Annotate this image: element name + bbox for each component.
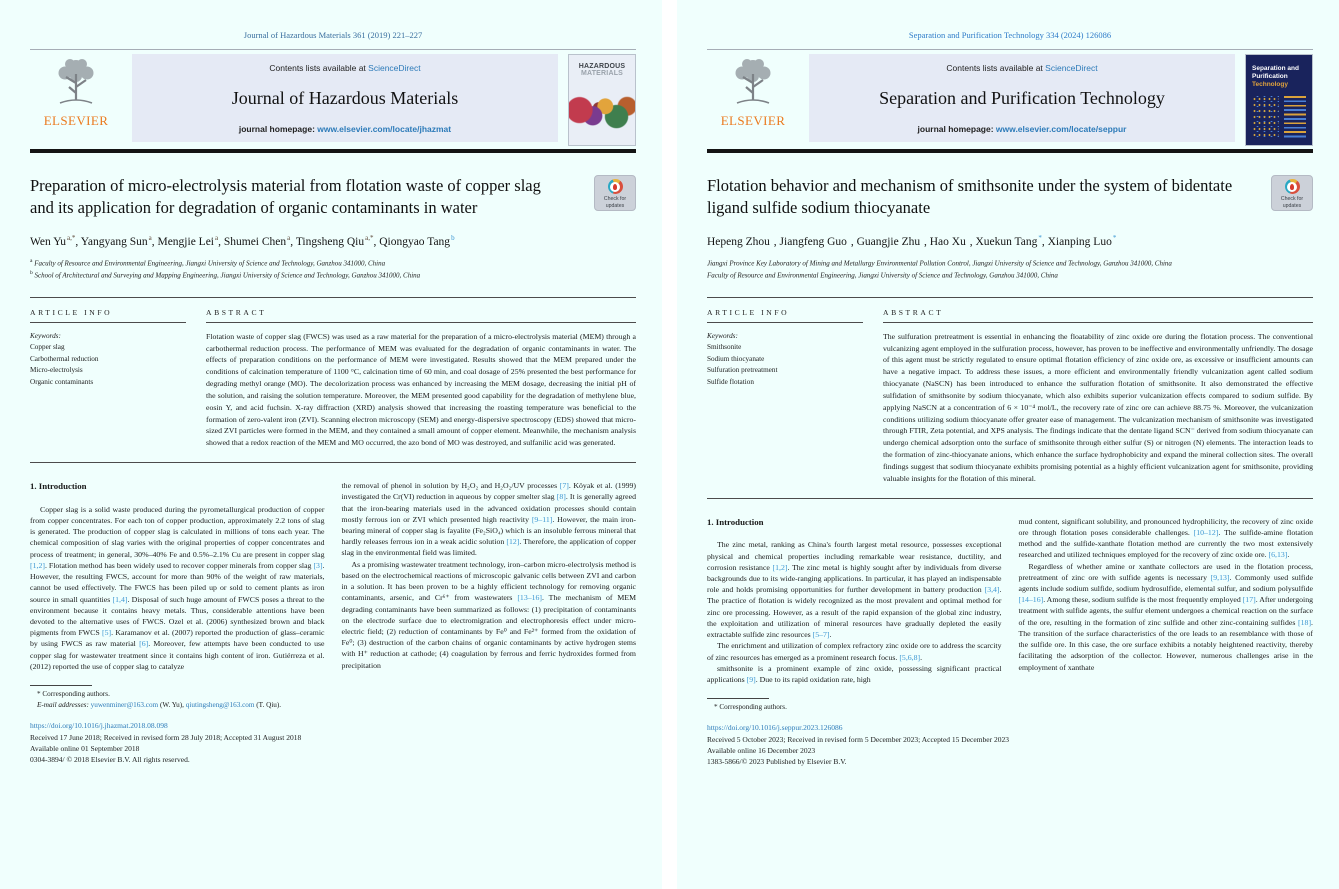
intro-paragraph: Copper slag is a solid waste produced during the pyrometallurgical production of copper from copper concentrates. For each ton of copper production, approximately 2.2 tons of slag is generated. The production of copper slag is calculated in millions of tons each year. The chemical composition of slag varies with the original properties of copper concentrates and process of treatment; in general, 30%–40% Fe and 0.5%–2.1% Cu are present in copper slag [1,2]. Flotation method has been widely used to recover copper minerals from copper slag [3]. However, the resulting FWCS, account for more than 90% of the weight of raw materials, cannot be used effectively. The FWCS has been piled up or sold to cement plants as iron source in small quantities [1,4]. Disposal of such huge amount of FWCS poses a threat to the environment because it contains heavy metals. Thus, considerable attentions have been devoted to the alternative uses of FWCS. Ozel et al. (2006) synthesized brown and black pigments from FWCS [5]. Karamanov et al. (2007) reported the production of glass–ceramic by using FWCS as raw material [6]. Moreover, few attempts have been conducted to use copper slag for wastewater treatment since it contains high content of iron. Gutiérreza et al. (2012) reported the use of copper slag to catalyze: [30, 504, 325, 671]
publication-block: [707, 722, 1313, 767]
homepage-line: [138, 124, 552, 134]
keyword: Sulfide flotation: [707, 377, 754, 386]
author-affiliation-mark: a,*: [365, 233, 374, 242]
abstract-text: Flotation waste of copper slag (FWCS) was used as a raw material for the preparation of a micro-electrolysis material (MEM) through a carbothermal reduction process. The performance of MEM was evaluated for the degradation of organic contaminants in water. The effects of preparation conditions on the performance of MEM were investigated. Results showed that the MEM prepared under the conditions of calcination temperature of 1100 °C, calcination time of 60 min, and coal dosage of 25% presented the best performance for degrading methyl orange (MO). The decolorization process was enhanced by increasing the MEM dosage, decreasing the initial pH of the solution, and raising the solution temperature. Moreover, the MEM presented good capability for the degradation of methylene blue, eosin Y, and acid fuchsin. X-ray diffraction (XRD) analysis showed that increasing the roasting temperature was beneficial to the formation of zero-valent iron (ZVI). Scanning electron microscopy (SEM) and energy-dispersive spectroscopy (EDS) showed that micro-sized ZVI particles were formed in the MEM, and they contained a small amount of copper element. Meanwhile, the mechanism analysis showed that a redox reaction of the MEM and MO occurred, the azo bond of MO was destroyed, and sulfanilic acid was generated.: [206, 331, 636, 448]
affiliation: Faculty of Resource and Environmental Engineering, Jiangxi University of Science and Technology, Ganzhou 341000, China: [707, 271, 1058, 280]
cover-title-line: MATERIALS: [580, 70, 624, 77]
cover-world-map-art: [569, 93, 635, 131]
email-note: (W. Yu),: [158, 701, 186, 710]
homepage-label: journal homepage:: [917, 124, 996, 134]
abstract-column: [877, 308, 1313, 485]
homepage-link[interactable]: www.elsevier.com/locate/seppur: [995, 124, 1127, 134]
affiliation: Jiangxi Province Key Laboratory of Mining and Metallurgy Environmental Pollution Control, Jiangxi University of Science and Technology, Ganzhou 341000, China: [707, 259, 1172, 268]
cover-dots-art: [1252, 96, 1306, 140]
elsevier-wordmark: ELSEVIER: [720, 113, 786, 128]
author: Xianping Luo*: [1047, 233, 1117, 248]
journal-citation: Separation and Purification Technology 334 (2024) 126086: [908, 30, 1112, 40]
email-note: (T. Qiu).: [254, 701, 282, 710]
publication-block: [30, 720, 636, 765]
keywords-label: Keywords:: [30, 331, 61, 340]
doi-link[interactable]: https://doi.org/10.1016/j.jhazmat.2018.08.098: [30, 721, 168, 731]
header-rule: [707, 149, 1313, 153]
cover-title-line: Separation and: [1252, 65, 1299, 72]
email-addresses-line: [30, 700, 636, 711]
article-info-heading: ARTICLE INFO: [30, 308, 186, 323]
author-affiliation-mark: b: [451, 233, 455, 242]
intro-column-1: [30, 480, 325, 672]
keyword: Carbothermal reduction: [30, 354, 99, 363]
header-rule: [30, 149, 636, 153]
paper-right: [677, 0, 1339, 889]
intro-column-1: [707, 516, 1002, 686]
corresponding-author-note: * Corresponding authors.: [714, 703, 787, 712]
copyright-line: 0304-3894/ © 2018 Elsevier B.V. All rights reserved.: [30, 755, 190, 765]
introduction-section: [30, 480, 636, 672]
intro-paragraph: The enrichment and utilization of complex refractory zinc oxide ore to address the scarcity of zinc resources has emerged as a prominent research focus. [5,6,8].: [707, 641, 1002, 662]
intro-paragraph: The zinc metal, ranking as China's fourth largest metal resource, possesses exceptional physical and chemical properties including remarkable wear resistance, ductility, and corrosion resistance [1,2]. The zinc metal is highly sought after by individuals from diverse backgrounds due to its wide-ranging applications. In particular, it has played an indispensable role and holds promising opportunities for further development in battery production [3,4]. The practice of flotation is widely recognized as the most prevalent and optimal method for zinc ore processing. However, as a result of the rapid expansion of the global zinc industry, the exploitation and utilization of mineral resources have gradually depleted the easily extractable sulfide zinc resources [5–7].: [707, 540, 1002, 640]
journal-banner: [707, 49, 1313, 146]
author-list: [707, 234, 1313, 248]
abstract-text: The sulfuration pretreatment is essential in enhancing the floatability of zinc oxide ore during the flotation process. The conventional vulcanizing agent employed in the sulfuration process, however, has proven to be ineffective and environmentally unfriendly. The dosage of this agent must be strictly regulated to ensure optimal flotation efficiency of zinc oxide ore, as excessive or insufficient amounts can have a negative impact. To address these issues, a more efficient and environmentally friendly vulcanization agent called sodium thiocyanate (NaSCN) has been introduced to enhance the sulfuration flotation of smithsonite. It also demonstrated the effective sulfidation of smithsonite by sodium thiocyanate, which also exhibits superior vulcanization effects compared to sodium sulfide. By applying NaSCN at a concentration of 6 × 10⁻⁴ mol/L, the recovery rate of zinc ore can achieve 88.75 %. Moreover, the vulcanization conditions utilizing sodium thiocyanate offer greater ease of management. The vulcanization mechanism of smithsonite was investigated through FTIR, Zeta potential, and XPS analysis. The findings indicate that the dentate ligand SCN⁻ derived from sodium thiocyanate can undergo chemical adsorption onto the surface of smithsonite through either sulfur (S) or nitrogen (N) elements. The interaction leads to the formation of zinc-thiocyanate anions, which enhance the surface hydrophobicity and expand the mineral collection sites. The overall findings suggest that sodium thiocyanate exhibits promising potential as a highly efficient vulcanization agent for smithsonite, providing valuable insights for the flotation of this mineral.: [883, 331, 1313, 483]
elsevier-tree-icon: [49, 56, 103, 112]
footnote-block: [707, 698, 1313, 767]
keyword: Micro-electrolysis: [30, 366, 83, 375]
intro-paragraph: As a promising wastewater treatment technology, iron–carbon micro-electrolysis method is based on the electrochemical reactions of microscopic galvanic cells between ZVI and carbon in a solution. It has been proven to be a highly efficient technology for removing organic contaminants, arsenic, and Cr⁶⁺ from wastewaters [13–16]. The mechanism of MEM degrading contaminants have been summarized as follows: (1) precipitation of contaminants on the electrode surface due to electromigration and electrophoresis effect under micro-electric field; (2) reduction of contaminants by Fe⁰ and Fe²⁺ formed from the oxidation of Fe⁰; (3) destruction of the carbon chains of organic contaminants by active hydrogen stems with H⁺ reduction at cathode; (4) coagulation by ferrous and ferric hydroxides formed from precipitation: [341, 559, 636, 670]
intro-column-2: [342, 480, 637, 672]
copyright-line: 1383-5866/© 2023 Published by Elsevier B.V.: [707, 757, 847, 767]
homepage-label: journal homepage:: [238, 124, 318, 134]
cover-title-line: Purification: [1252, 73, 1288, 81]
banner-center: [809, 54, 1235, 142]
article-info-heading: ARTICLE INFO: [707, 308, 863, 323]
journal-cover-thumbnail: [568, 54, 636, 146]
sciencedirect-link[interactable]: ScienceDirect: [368, 63, 421, 73]
cover-title-line: Technology: [1252, 81, 1288, 89]
check-for-updates-badge[interactable]: [1271, 175, 1313, 211]
abstract-heading: ABSTRACT: [883, 308, 1313, 323]
badge-label: Check for updates: [1280, 196, 1304, 209]
elsevier-logo: [30, 54, 122, 129]
paper-title: Preparation of micro-electrolysis material from flotation waste of copper slag and its application for degradation of organic contaminants in water: [30, 176, 541, 217]
author-affiliation-mark: a: [148, 233, 152, 242]
author-affiliation-mark: a,*: [67, 233, 76, 242]
affiliations: [707, 257, 1313, 282]
elsevier-logo: [707, 54, 799, 129]
received-dates: Received 17 June 2018; Received in revised form 28 July 2018; Accepted 31 August 2018: [30, 732, 302, 742]
author-affiliation-mark: a: [287, 233, 291, 242]
affiliations: [30, 257, 636, 282]
title-row: [30, 175, 636, 219]
contents-line: [815, 63, 1229, 73]
author-affiliation-mark: *: [1112, 233, 1117, 242]
journal-citation: Journal of Hazardous Materials 361 (2019) 221–227: [243, 30, 423, 40]
received-dates: Received 5 October 2023; Received in revised form 5 December 2023; Accepted 15 December 2023: [707, 734, 1009, 744]
elsevier-tree-icon: [726, 56, 780, 112]
author: Jiangfeng Guo ,: [779, 235, 857, 248]
author: Mengjie Lei$^a$,: [157, 233, 224, 248]
available-online: Available online 16 December 2023: [707, 745, 816, 755]
contents-prefix: Contents lists available at: [946, 63, 1046, 73]
intro-paragraph: the removal of phenol in solution by H₂O₂ and H₂O₂/UV processes [7]. Köyak et al. (1999) investigated the Cr(VI) reduction in aqueous by copper smelter slag [8]. It is generally agreed that the iron-bearing materials used in the advanced oxidation processes should contain mostly ferrous ion or ZVI which presented high reactivity [9–11]. However, the main iron-bearing mineral of copper slag is fayalite (Fe₂SiO₄) which is an insoluble ferrous mineral that hardly releases ferrous ion in a weak acidic solution [12]. Therefore, the application of copper slag in the environmental field was limited.: [341, 481, 636, 558]
intro-column-2: [1019, 516, 1314, 686]
journal-cover-thumbnail: [1245, 54, 1313, 146]
author: Hao Xu ,: [929, 235, 976, 248]
footnote-rule: [30, 685, 92, 686]
homepage-link[interactable]: www.elsevier.com/locate/jhazmat: [317, 124, 452, 134]
contents-prefix: Contents lists available at: [269, 63, 369, 73]
email-link[interactable]: yuwenminer@163.com: [90, 701, 159, 710]
author-affiliation-mark: a: [215, 233, 219, 242]
cover-title-line: HAZARDOUS: [578, 63, 626, 70]
banner-center: [132, 54, 558, 142]
introduction-section: [707, 516, 1313, 686]
intro-paragraph: smithsonite is a prominent example of zinc oxide, possessing significant practical applications [9]. Due to its rapid oxidation rate, high: [707, 663, 1002, 684]
corresponding-author-note: * Corresponding authors.: [37, 690, 110, 699]
elsevier-wordmark: ELSEVIER: [43, 113, 109, 128]
homepage-line: [815, 124, 1229, 134]
check-updates-icon: [1285, 179, 1300, 194]
footnote-rule: [707, 698, 769, 699]
intro-paragraph: mud content, significant solubility, and pronounced hydrophilicity, the recovery of zinc oxide ore through flotation poses considerable challenges. [10–12]. The sulfide-amine flotation method and the sulfide-xanthate flotation method are currently the two most extensively researched and utilized techniques employed for the recovery of zinc oxide ore. [6,13].: [1018, 516, 1313, 560]
article-info-abstract-section: [707, 297, 1313, 499]
keyword: Copper slag: [30, 343, 65, 352]
author: Tingsheng Qiu$^{a,*}$,: [295, 233, 380, 248]
author-affiliation-mark: *: [1038, 233, 1042, 242]
keyword: Smithsonite: [707, 343, 742, 352]
check-for-updates-badge[interactable]: [594, 175, 636, 211]
article-info-column: [707, 308, 877, 485]
article-info-column: [30, 308, 200, 449]
author: Xuekun Tang*,: [975, 233, 1048, 248]
badge-label: Check for updates: [603, 196, 627, 209]
keywords-label: Keywords:: [707, 331, 738, 340]
sciencedirect-link[interactable]: ScienceDirect: [1045, 63, 1098, 73]
section-heading: 1. Introduction: [30, 481, 87, 492]
affiliation: $^a$ Faculty of Resource and Environmental Engineering, Jiangxi University of Science and Technology, Ganzhou 341000, China: [30, 257, 386, 268]
journal-title: Separation and Purification Technology: [879, 88, 1165, 108]
footnote-block: [30, 685, 636, 765]
paper-left: [0, 0, 662, 889]
paper-title: Flotation behavior and mechanism of smithsonite under the system of bidentate ligand sulfide sodium thiocyanate: [707, 176, 1233, 217]
journal-banner: [30, 49, 636, 146]
doi-link[interactable]: https://doi.org/10.1016/j.seppur.2023.126086: [707, 723, 843, 733]
affiliation: $^b$ School of Architectural and Surveying and Mapping Engineering, Jiangxi University of Science and Technology, Ganzhou 341000, China: [30, 270, 421, 280]
author: Shumei Chen$^a$,: [223, 233, 296, 248]
author: Guangjie Zhu ,: [856, 235, 930, 248]
email-label: E-mail addresses:: [37, 701, 91, 710]
section-heading: 1. Introduction: [707, 516, 764, 527]
author: Qiongyao Tang$^b$: [379, 233, 455, 248]
keyword: Organic contaminants: [30, 377, 94, 386]
article-info-abstract-section: [30, 297, 636, 463]
check-updates-icon: [608, 179, 623, 194]
author-list: [30, 234, 636, 248]
author: Yangyang Sun$^a$,: [80, 233, 158, 248]
keyword: Sulfuration pretreatment: [707, 366, 778, 375]
email-link[interactable]: qiutingsheng@163.com: [185, 701, 255, 710]
abstract-heading: ABSTRACT: [206, 308, 636, 323]
contents-line: [138, 63, 552, 73]
author: Hepeng Zhou ,: [707, 235, 780, 248]
title-row: [707, 175, 1313, 219]
abstract-column: [200, 308, 636, 449]
available-online: Available online 01 September 2018: [30, 743, 140, 753]
keyword: Sodium thiocyanate: [707, 354, 765, 363]
intro-paragraph: Regardless of whether amine or xanthate collectors are used in the flotation process, pretreatment of zinc ore with sulfide agents is necessary [9,13]. Commonly used sulfide agents include sodium sulfide, sodium hydrosulfide, elemental sulfur, and sodium polysulfide [14–16]. Among these, sodium sulfide is the most frequently employed [17]. After undergoing treatment with sulfide agents, the sulfur element undergoes a chemical reaction on the surface of the ore, resulting in the formation of zinc sulfide and other zinc-containing sulfides [18]. The transition of the surface characteristics of the ore leads to an resemblance with those of the sulfide ore. In this case, the ore surface exhibits a notably heightened reactivity, thereby facilitating the adsorption of the collector. However, numerous challenges arise in the employment of xanthate: [1018, 561, 1313, 672]
author: Wen Yu$^{a,*}$,: [30, 233, 81, 248]
journal-title: Journal of Hazardous Materials: [231, 88, 459, 108]
